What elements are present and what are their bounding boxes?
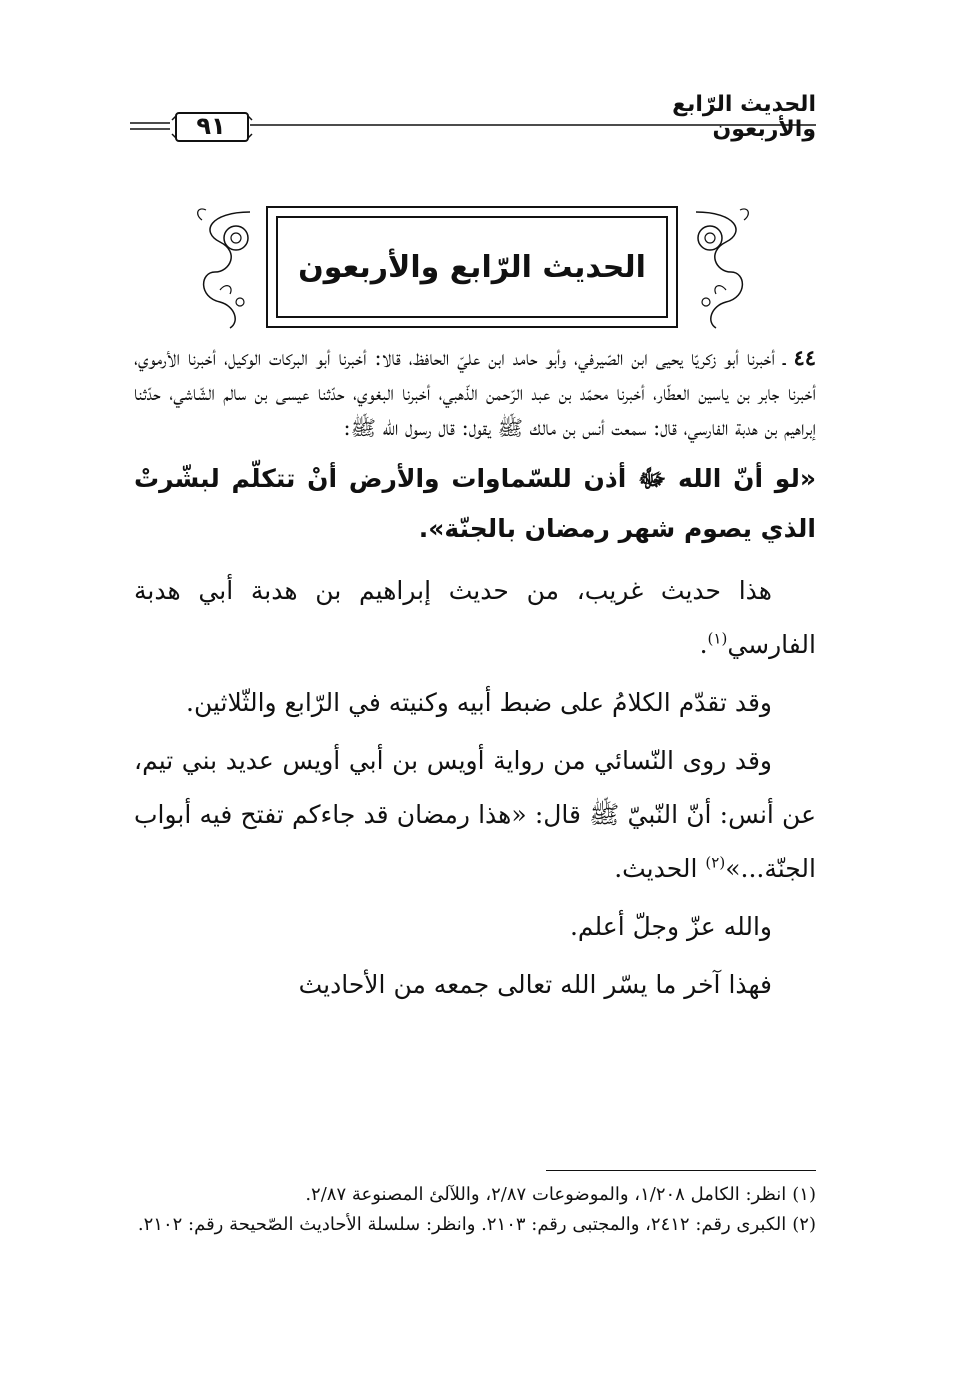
footnotes <box>134 1180 816 1240</box>
paragraph-end: الحديث. <box>614 854 706 883</box>
floral-ornament-icon <box>688 202 756 332</box>
chapter-title: الحديث الرّابع والأربعون <box>298 249 646 285</box>
commentary-paragraph: فهذا آخر ما يسّر الله تعالى جمعه من الأحاديث <box>298 970 772 999</box>
hadith-number: ٤٤ <box>793 345 816 370</box>
commentary-paragraph <box>134 564 816 672</box>
running-title: الحديث الرّابع والأربعون <box>672 92 816 142</box>
commentary-paragraph: والله عزّ وجلّ أعلم. <box>569 912 772 941</box>
paragraph-end: . <box>699 630 708 659</box>
footnote <box>134 1180 816 1210</box>
chapter-title-inner-frame <box>276 216 668 318</box>
page-number: ٩١ <box>196 112 226 140</box>
hadith-isnad <box>134 340 816 446</box>
footnote-text: انظر: الكامل ١/٢٠٨، والموضوعات ٢/٨٧، واللآلئ المصنوعة ٢/٨٧. <box>305 1184 787 1205</box>
paragraph-text: وقد روى النّسائي من رواية أويس بن أبي أويس عديد بني تيم، عن أنس: أنّ النّبيّ ﷺ قال: «هذا رمضان قد جاءكم تفتح فيه أبواب الجنّة...» <box>134 746 816 883</box>
footnote-rule <box>546 1170 816 1171</box>
footnote-reference: (٢) <box>705 853 726 872</box>
commentary-paragraph: وقد تقدّم الكلامُ على ضبط أبيه وكنيته في الرّابع والثّلاثين. <box>186 688 772 717</box>
isnad-text: ـ أخبرنا أبو زكريّا يحيى ابن الصّيرفي، وأبو حامد ابن عليّ الحافظ، قالا: أخبرنا أبو البركات الوكيل، أخبرنا الأرموي، أخبرنا جابر بن ياسين العطّار، أخبرنا محمّد بن عبد الرّحمن الذّهبي، أخبرنا البغوي، حدّثنا عيسى بن سالم الشّاشي، حدّثنا إبراهيم بن هدبة الفارسي، قال: سمعت أنس بن مالك ﷺ يقول: قال رسول الله ﷺ: <box>134 346 816 440</box>
footnote-text: الكبرى رقم: ٢٤١٢، والمجتبى رقم: ٢١٠٣. وانظر: سلسلة الأحاديث الصّحيحة رقم: ٢١٠٢. <box>137 1214 787 1235</box>
footnote <box>134 1210 816 1240</box>
floral-ornament-icon <box>190 202 258 332</box>
footnote-label: (٢) <box>792 1214 816 1235</box>
body-text <box>134 340 816 1016</box>
commentary-paragraph <box>134 734 816 896</box>
hadith-matn: «لو أنّ الله ﷻ أذن للسّماوات والأرض أنْ تتكلّم لبشّرتْ الذي يصوم شهر رمضان بالجنّة». <box>134 464 816 543</box>
footnote-reference: (١) <box>707 629 728 648</box>
footnote-label: (١) <box>792 1184 816 1205</box>
paragraph-text: هذا حديث غريب، من حديث إبراهيم بن هدبة أبي هدبة الفارسي <box>134 576 816 659</box>
chapter-title-frame <box>266 206 678 328</box>
